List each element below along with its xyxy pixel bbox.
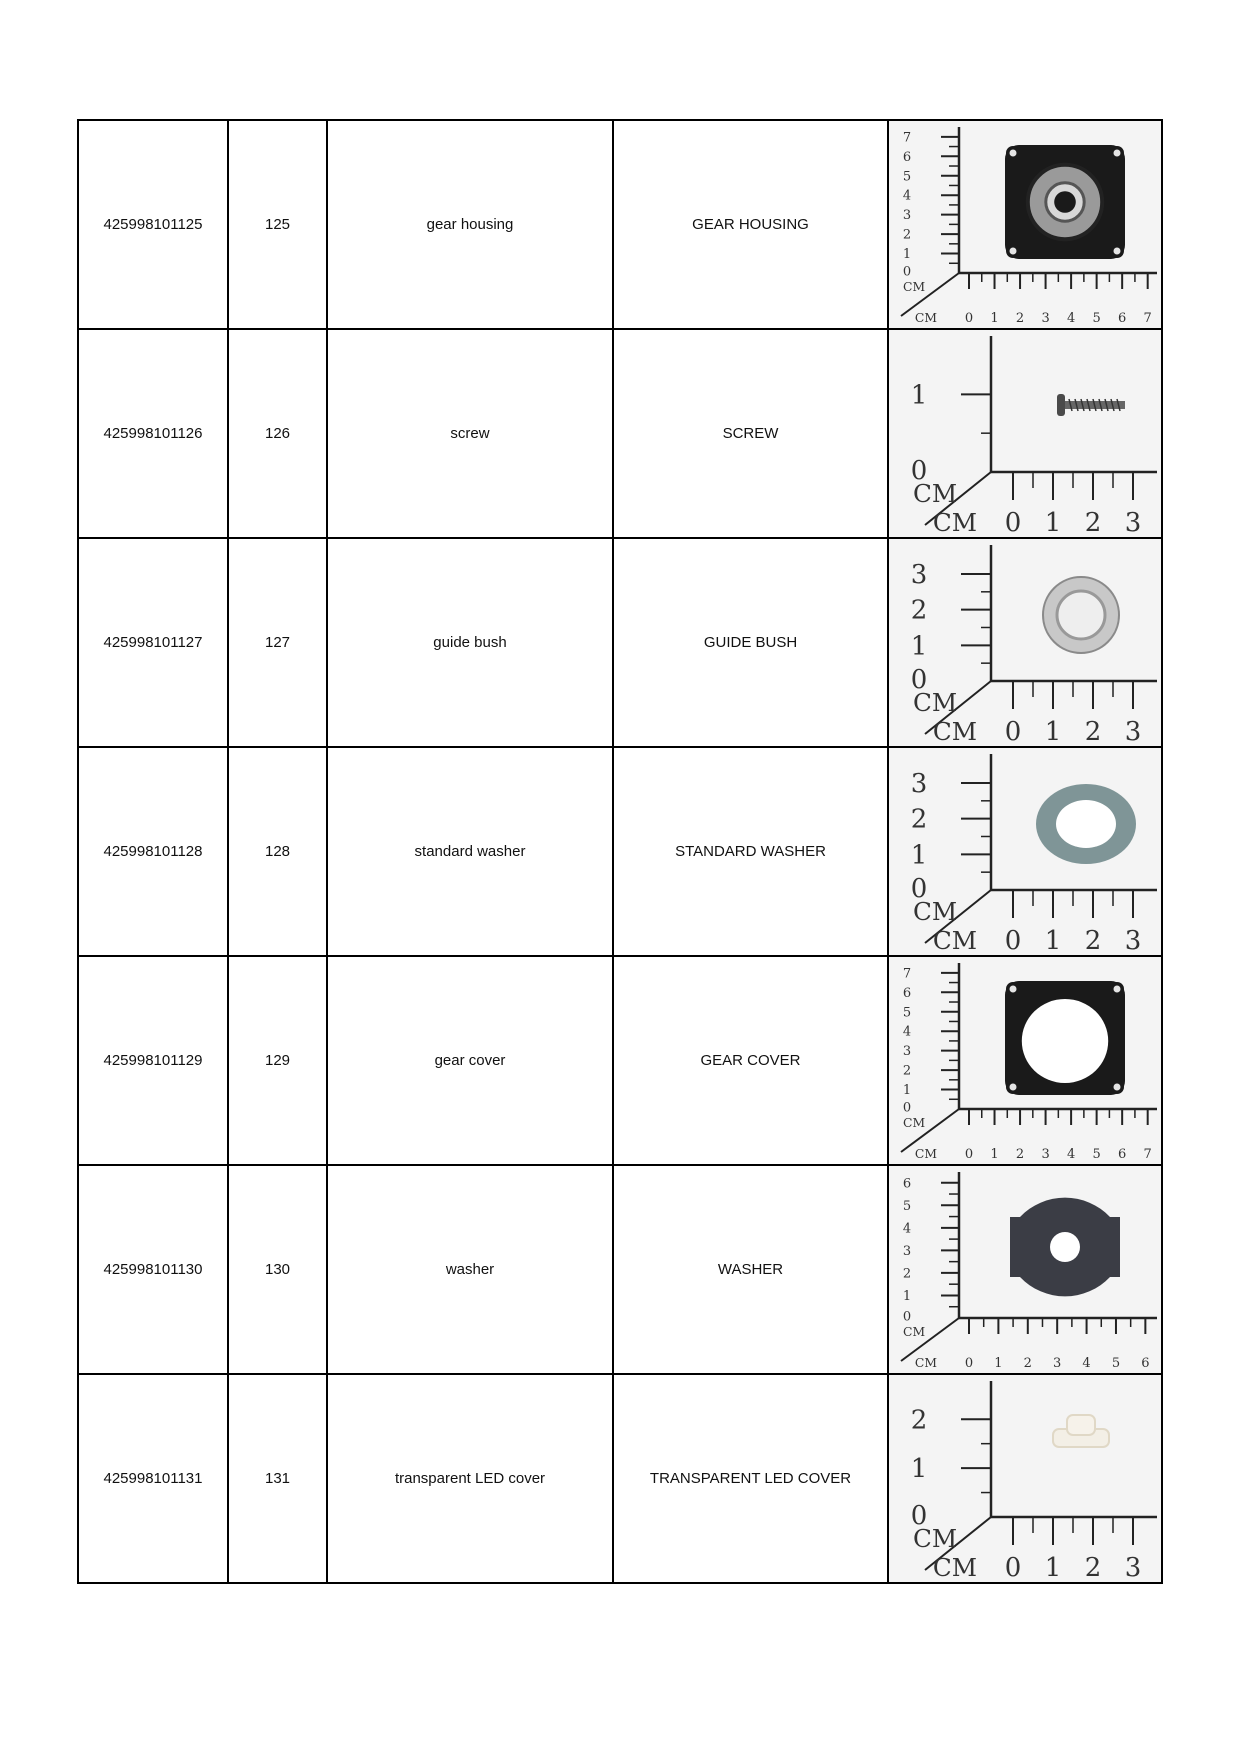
x-tick-label: 3 [1041, 311, 1050, 326]
description-cell: gear housing [327, 120, 613, 329]
table-row [78, 538, 1162, 747]
part-number-cell: 425998101126 [78, 329, 228, 538]
part-number-cell: 425998101125 [78, 120, 228, 329]
y-tick-label: 0 [910, 874, 928, 905]
parts-table [77, 119, 1163, 1584]
part-image-cell [888, 956, 1162, 1165]
y-tick-label: 2 [910, 804, 928, 835]
x-tick-label: 3 [1041, 1147, 1050, 1162]
part-number-cell: 425998101130 [78, 1165, 228, 1374]
table-row [78, 329, 1162, 538]
description-upper-cell: TRANSPARENT LED COVER [613, 1374, 888, 1583]
x-tick-label: 0 [1004, 508, 1022, 537]
x-tick-label: 1 [990, 311, 999, 326]
unit-label-vertical: CM [903, 280, 926, 294]
part-image-cell [888, 1165, 1162, 1374]
x-tick-label: 2 [1015, 311, 1025, 326]
x-tick-label: 4 [1066, 1147, 1076, 1162]
x-tick-label: 1 [990, 1147, 999, 1162]
y-tick-label: 2 [902, 1063, 912, 1079]
x-tick-label: 2 [1023, 1356, 1032, 1371]
y-tick-label: 7 [902, 966, 912, 982]
table-row [78, 1374, 1162, 1583]
x-tick-label: 0 [964, 311, 974, 326]
part-photo [889, 330, 1161, 537]
x-tick-label: 3 [1053, 1356, 1062, 1371]
x-tick-label: 1 [1044, 508, 1062, 537]
x-tick-label: 5 [1092, 311, 1101, 326]
y-tick-label: 0 [902, 1100, 912, 1116]
parts-table-body [78, 120, 1162, 1583]
guide-bush-icon [1043, 577, 1119, 653]
y-tick-label: 0 [902, 1309, 912, 1325]
y-tick-label: 0 [902, 264, 912, 280]
y-tick-label: 5 [902, 1005, 912, 1021]
description-upper-cell: SCREW [613, 329, 888, 538]
unit-label-horizontal: CM [932, 717, 977, 746]
x-tick-label: 5 [1092, 1147, 1101, 1162]
x-tick-label: 3 [1124, 508, 1142, 537]
position-cell: 130 [228, 1165, 327, 1374]
part-number-cell: 425998101129 [78, 956, 228, 1165]
y-tick-label: 1 [910, 840, 928, 871]
x-tick-label: 6 [1118, 311, 1127, 326]
description-upper-cell: STANDARD WASHER [613, 747, 888, 956]
x-tick-label: 0 [964, 1147, 974, 1162]
y-tick-label: 3 [902, 1243, 912, 1259]
x-tick-label: 3 [1124, 926, 1142, 955]
table-row [78, 120, 1162, 329]
y-tick-label: 4 [902, 1221, 912, 1237]
x-tick-label: 1 [1044, 926, 1062, 955]
unit-label-horizontal: CM [914, 1147, 937, 1161]
description-cell: washer [327, 1165, 613, 1374]
description-cell: screw [327, 329, 613, 538]
y-tick-label: 2 [910, 595, 928, 626]
description-upper-cell: GEAR COVER [613, 956, 888, 1165]
standard-washer-icon [1036, 784, 1136, 864]
part-image-cell [888, 747, 1162, 956]
description-cell: gear cover [327, 956, 613, 1165]
y-tick-label: 0 [910, 665, 928, 696]
unit-label-vertical: CM [913, 688, 958, 717]
unit-label-vertical: CM [913, 479, 958, 508]
y-tick-label: 1 [910, 631, 928, 662]
position-cell: 129 [228, 956, 327, 1165]
y-tick-label: 1 [910, 380, 928, 411]
ruler-scale [889, 1375, 1161, 1582]
x-tick-label: 6 [1141, 1356, 1150, 1371]
y-tick-label: 2 [902, 227, 912, 243]
x-tick-label: 4 [1082, 1356, 1091, 1371]
part-photo [889, 1166, 1161, 1373]
unit-label-vertical: CM [903, 1116, 926, 1130]
x-tick-label: 2 [1015, 1147, 1025, 1162]
x-tick-label: 0 [1004, 717, 1022, 746]
x-tick-label: 0 [1004, 926, 1022, 955]
gear-housing-icon [1005, 145, 1125, 259]
part-photo [889, 1375, 1161, 1582]
description-upper-cell: GUIDE BUSH [613, 538, 888, 747]
description-upper-cell: WASHER [613, 1165, 888, 1374]
y-tick-label: 1 [902, 1083, 912, 1099]
y-tick-label: 5 [902, 1198, 912, 1214]
y-tick-label: 6 [902, 985, 912, 1001]
part-photo [889, 748, 1161, 955]
unit-label-horizontal: CM [932, 508, 977, 537]
y-tick-label: 6 [902, 1176, 912, 1192]
position-cell: 131 [228, 1374, 327, 1583]
washer-icon [1010, 1198, 1120, 1297]
part-image-cell [888, 120, 1162, 329]
gear-cover-icon [1005, 981, 1125, 1095]
unit-label-horizontal: CM [914, 311, 937, 325]
y-tick-label: 2 [902, 1266, 912, 1282]
x-tick-label: 7 [1143, 1147, 1152, 1162]
unit-label-horizontal: CM [932, 926, 977, 955]
description-upper-cell: GEAR HOUSING [613, 120, 888, 329]
x-tick-label: 2 [1084, 926, 1102, 955]
y-tick-label: 5 [902, 169, 912, 185]
y-tick-label: 3 [902, 208, 912, 224]
x-tick-label: 5 [1111, 1356, 1121, 1371]
x-tick-label: 1 [1044, 1553, 1062, 1582]
y-tick-label: 7 [902, 130, 912, 146]
y-tick-label: 1 [902, 1289, 912, 1305]
table-row [78, 1165, 1162, 1374]
position-cell: 127 [228, 538, 327, 747]
x-tick-label: 2 [1084, 1553, 1102, 1582]
y-tick-label: 2 [910, 1405, 928, 1436]
x-tick-label: 1 [994, 1356, 1003, 1371]
y-tick-label: 3 [910, 560, 928, 591]
x-tick-label: 2 [1084, 508, 1102, 537]
unit-label-vertical: CM [903, 1325, 926, 1339]
part-number-cell: 425998101131 [78, 1374, 228, 1583]
part-image-cell [888, 1374, 1162, 1583]
y-tick-label: 1 [902, 247, 912, 263]
part-image-cell [888, 329, 1162, 538]
description-cell: transparent LED cover [327, 1374, 613, 1583]
unit-label-vertical: CM [913, 897, 958, 926]
position-cell: 125 [228, 120, 327, 329]
part-number-cell: 425998101127 [78, 538, 228, 747]
x-tick-label: 7 [1143, 311, 1152, 326]
part-number-cell: 425998101128 [78, 747, 228, 956]
table-row [78, 956, 1162, 1165]
unit-label-vertical: CM [913, 1524, 958, 1553]
x-tick-label: 0 [964, 1356, 974, 1371]
y-tick-label: 6 [902, 149, 912, 165]
y-tick-label: 3 [910, 769, 928, 800]
unit-label-horizontal: CM [932, 1553, 977, 1582]
table-row [78, 747, 1162, 956]
x-tick-label: 3 [1124, 1553, 1142, 1582]
y-tick-label: 0 [910, 1501, 928, 1532]
x-tick-label: 3 [1124, 717, 1142, 746]
position-cell: 126 [228, 329, 327, 538]
unit-label-horizontal: CM [914, 1356, 937, 1370]
x-tick-label: 0 [1004, 1553, 1022, 1582]
part-photo [889, 539, 1161, 746]
y-tick-label: 1 [910, 1454, 928, 1485]
x-tick-label: 2 [1084, 717, 1102, 746]
part-photo [889, 957, 1161, 1164]
description-cell: standard washer [327, 747, 613, 956]
y-tick-label: 4 [902, 188, 912, 204]
ruler-scale [889, 539, 1161, 746]
part-photo [889, 121, 1161, 328]
x-tick-label: 4 [1066, 311, 1076, 326]
position-cell: 128 [228, 747, 327, 956]
ruler-scale [889, 330, 1161, 537]
part-image-cell [888, 538, 1162, 747]
y-tick-label: 0 [910, 456, 928, 487]
description-cell: guide bush [327, 538, 613, 747]
x-tick-label: 1 [1044, 717, 1062, 746]
y-tick-label: 4 [902, 1024, 912, 1040]
x-tick-label: 6 [1118, 1147, 1127, 1162]
y-tick-label: 3 [902, 1044, 912, 1060]
